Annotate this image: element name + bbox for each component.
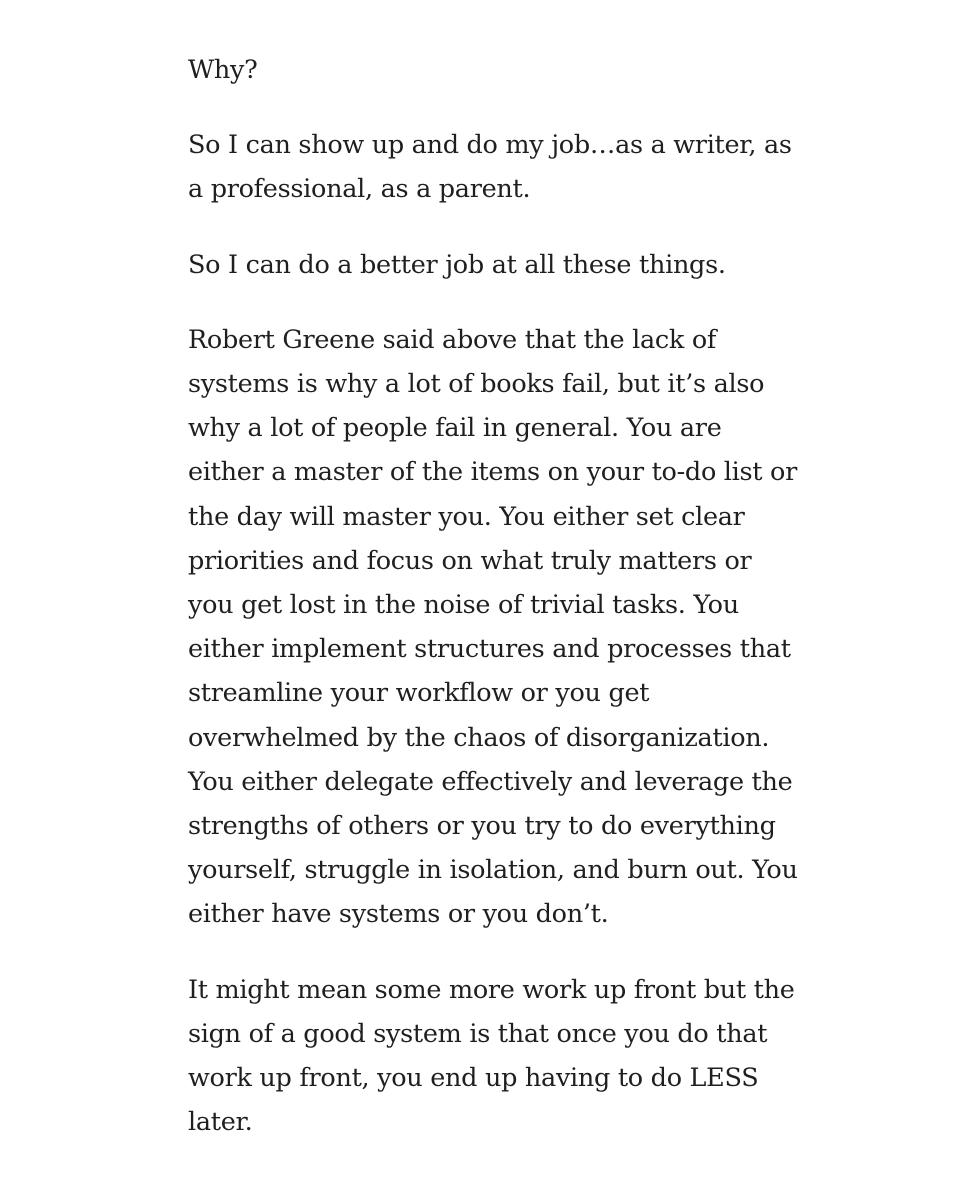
paragraph-systems: Robert Greene said above that the lack of systems is why a lot of books fail, but it’s also why a lot of people fail in general. You are either a master of the items on your to-do list or the day will master you. You either set clear priorities and focus on what truly matters or you get lost in the noise of trivial tasks. You either implement structures and processes that streamline your workflow or you get overwhelmed by the chaos of disorganization. You either delegate effectively and leverage the strengths of others or you try to do everything yourself, struggle in isolation, and burn out. You either have systems or you don’t.: [188, 324, 798, 930]
paragraph-why: Why?: [188, 55, 258, 85]
paragraph-show-up: So I can show up and do my job…as a writer, as a professional, as a parent.: [188, 130, 792, 205]
paragraph-work-up-front: It might mean some more work up front but the sign of a good system is that once you do that work up front, you end up having to do LESS later.: [188, 974, 795, 1138]
paragraph-better-job: So I can do a better job at all these things.: [188, 249, 726, 280]
article-body: [188, 48, 798, 1144]
